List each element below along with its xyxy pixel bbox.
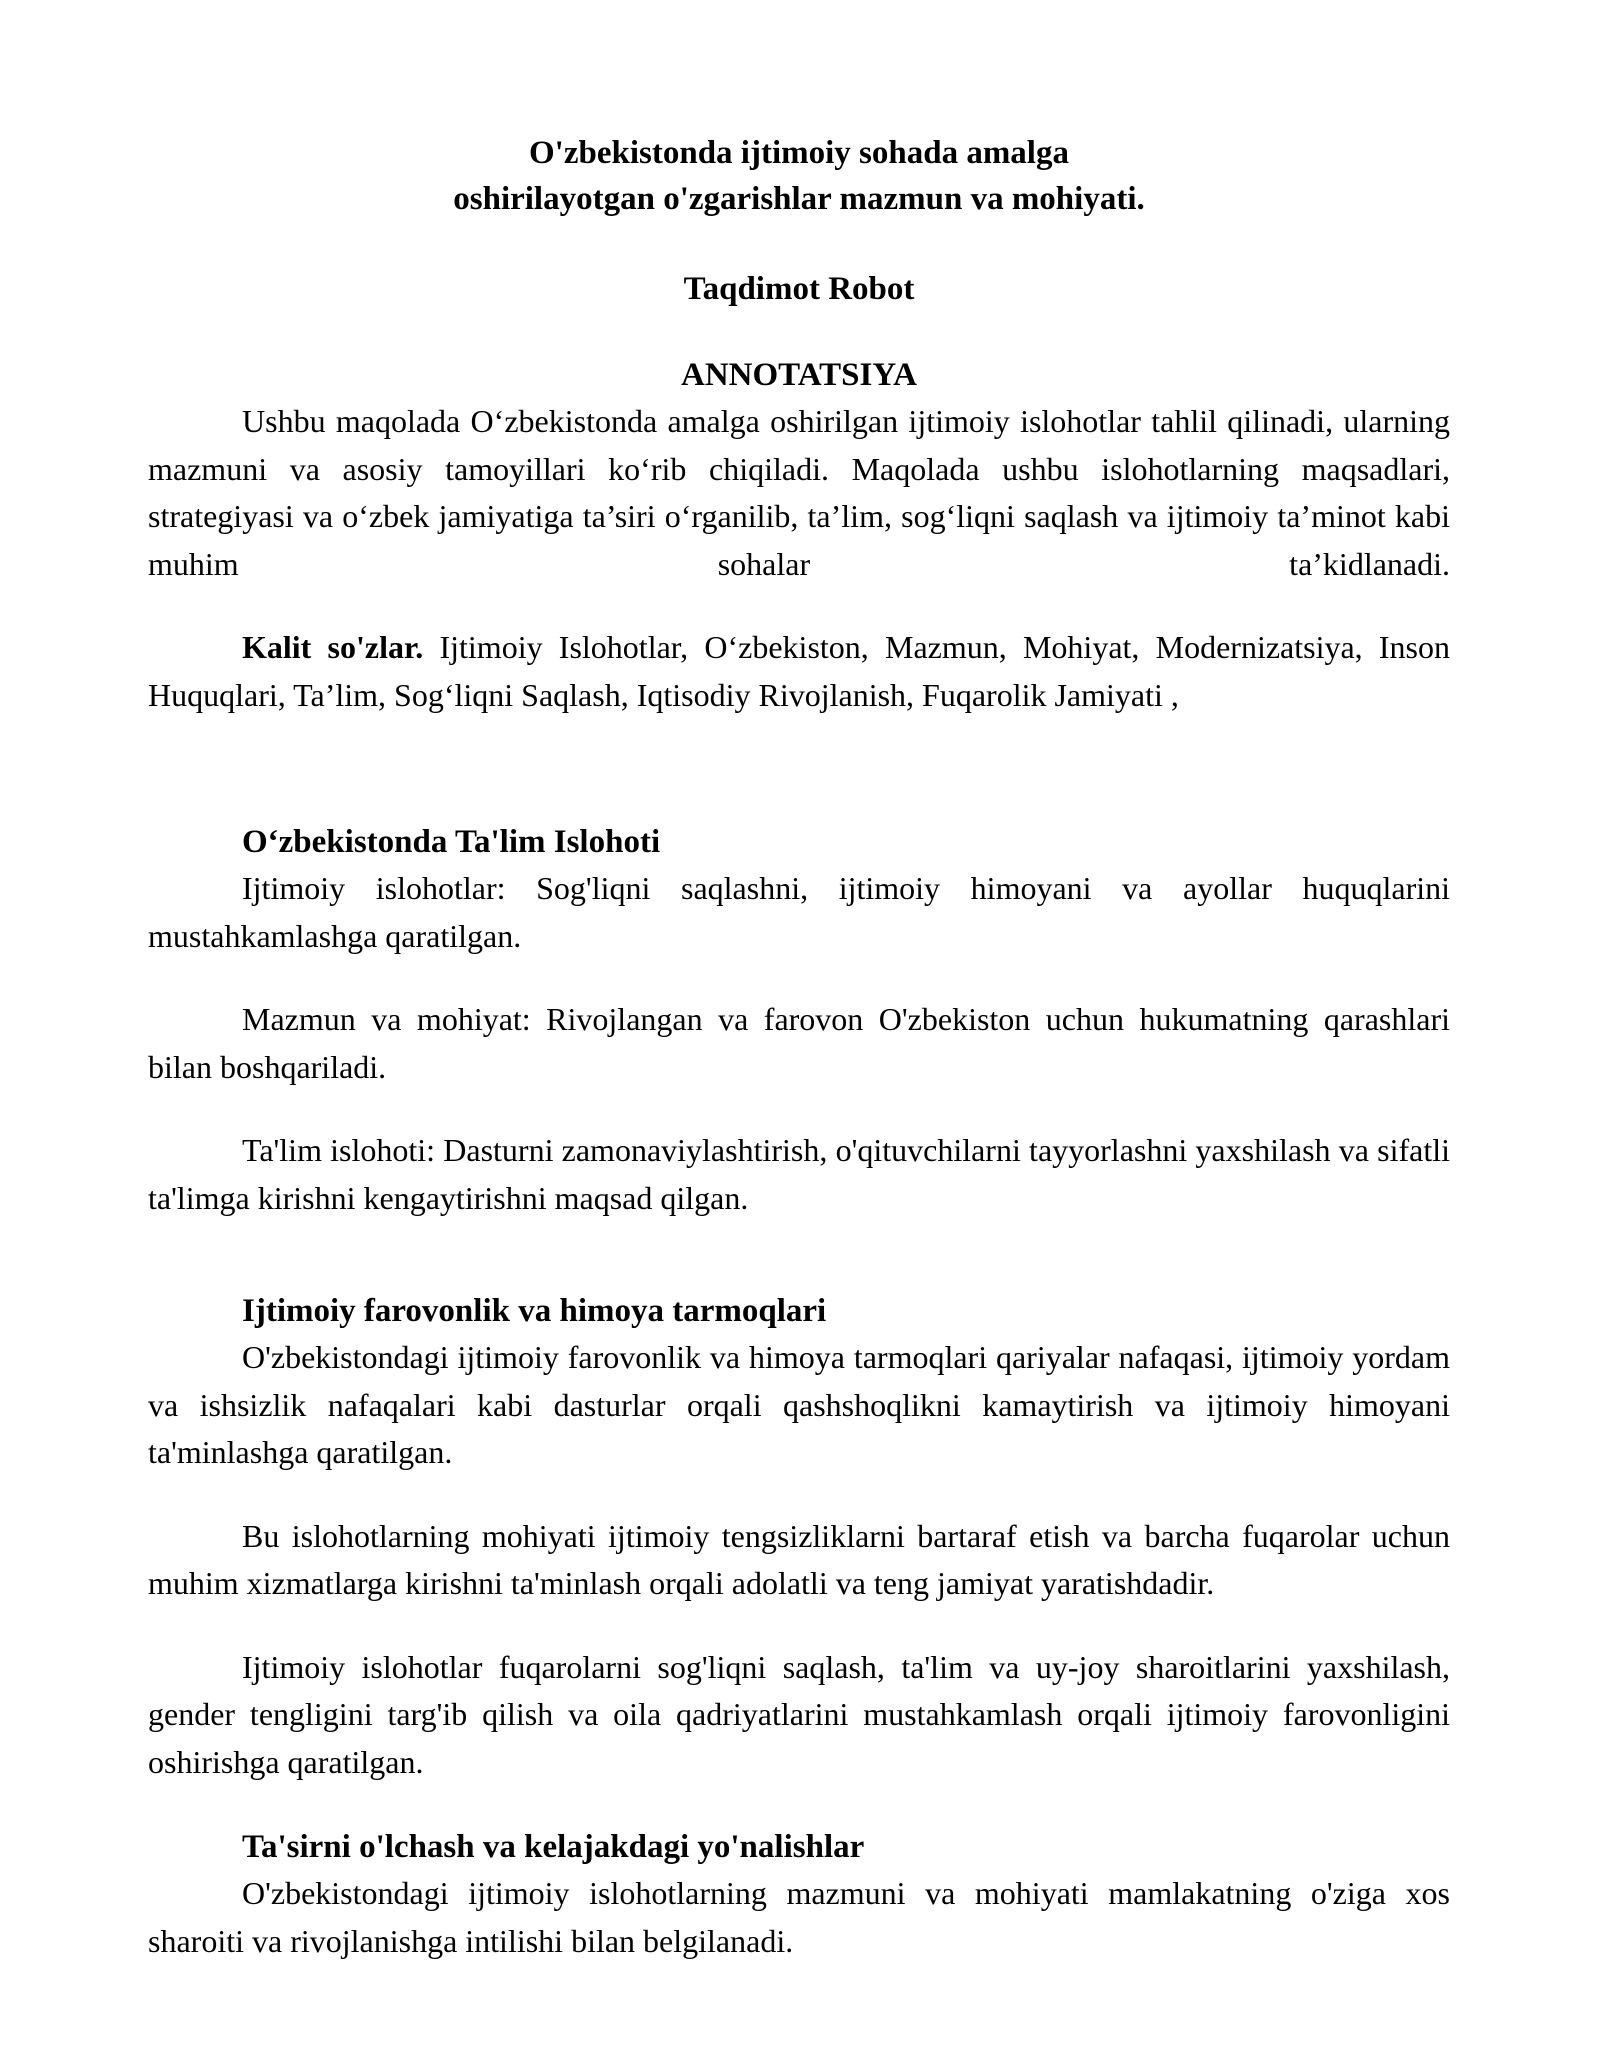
title-line-1: O'zbekistonda ijtimoiy sohada amalga [529, 135, 1069, 171]
author-name: Taqdimot Robot [683, 271, 915, 307]
keywords-label: Kalit so'zlar. [242, 629, 424, 665]
section-paragraph: Ijtimoiy islohotlar: Sog'liqni saqlashni, ijtimoiy himoyani va ayollar huquqlarini mustahkamlashga qaratilgan. [148, 870, 1450, 954]
document-title [148, 130, 1450, 222]
section-paragraph: Ijtimoiy islohotlar fuqarolarni sog'liqni saqlash, ta'lim va uy-joy sharoitlarini yaxshilash, gender tengligini targ'ib qilish va oila qadriyatlarini mustahkamlash orqali ijtimoiy farovonligini oshirishga qaratilgan. [148, 1648, 1450, 1780]
keywords-list: Ijtimoiy Islohotlar, O‘zbekiston, Mazmun, Mohiyat, Modernizatsiya, Inson Huquqlari, Ta’lim, Sog‘liqni Saqlash, Iqtisodiy Rivojlanish, Fuqarolik Jamiyati , [148, 629, 1450, 713]
section-paragraph: Mazmun va mohiyat: Rivojlangan va farovon O'zbekiston uchun hukumatning qarashlari bilan boshqariladi. [148, 1001, 1450, 1085]
annotation-heading: ANNOTATSIYA [681, 357, 917, 393]
section-heading-impact: Ta'sirni o'lchash va kelajakdagi yo'nalishlar [242, 1829, 865, 1865]
keywords-paragraph [148, 624, 1450, 719]
document-page [148, 130, 1450, 1965]
section-paragraph: O'zbekistondagi ijtimoiy farovonlik va himoya tarmoqlari qariyalar nafaqasi, ijtimoiy yordam va ishsizlik nafaqalari kabi dasturlar orqali qashshoqlikni kamaytirish va ijtimoiy himoyani ta'minlashga qaratilgan. [148, 1339, 1450, 1470]
section-paragraph: O'zbekistondagi ijtimoiy islohotlarning mazmuni va mohiyati mamlakatning o'ziga xos sharoiti va rivojlanishga intilishi bilan belgilanadi. [148, 1875, 1450, 1959]
section-heading-education: O‘zbekistonda Ta'lim Islohoti [242, 824, 661, 860]
title-line-2: oshirilayotgan o'zgarishlar mazmun va mohiyati. [453, 181, 1145, 217]
section-heading-welfare: Ijtimoiy farovonlik va himoya tarmoqlari [242, 1293, 827, 1329]
annotation-paragraph: Ushbu maqolada O‘zbekistonda amalga oshirilgan ijtimoiy islohotlar tahlil qilinadi, ularning mazmuni va asosiy tamoyillari ko‘rib chiqiladi. Maqolada ushbu islohotlarning maqsadlari, strategiyasi va o‘zbek jamiyatiga ta’siri o‘rganilib, ta’lim, sog‘liqni saqlash va ijtimoiy ta’minot kabi muhim sohalar ta’kidlanadi. [148, 403, 1450, 582]
section-paragraph: Bu islohotlarning mohiyati ijtimoiy tengsizliklarni bartaraf etish va barcha fuqarolar uchun muhim xizmatlarga kirishni ta'minlash orqali adolatli va teng jamiyat yaratishdadir. [148, 1517, 1450, 1601]
section-paragraph: Ta'lim islohoti: Dasturni zamonaviylashtirish, o'qituvchilarni tayyorlashni yaxshilash va sifatli ta'limga kirishni kengaytirishni maqsad qilgan. [148, 1132, 1450, 1216]
